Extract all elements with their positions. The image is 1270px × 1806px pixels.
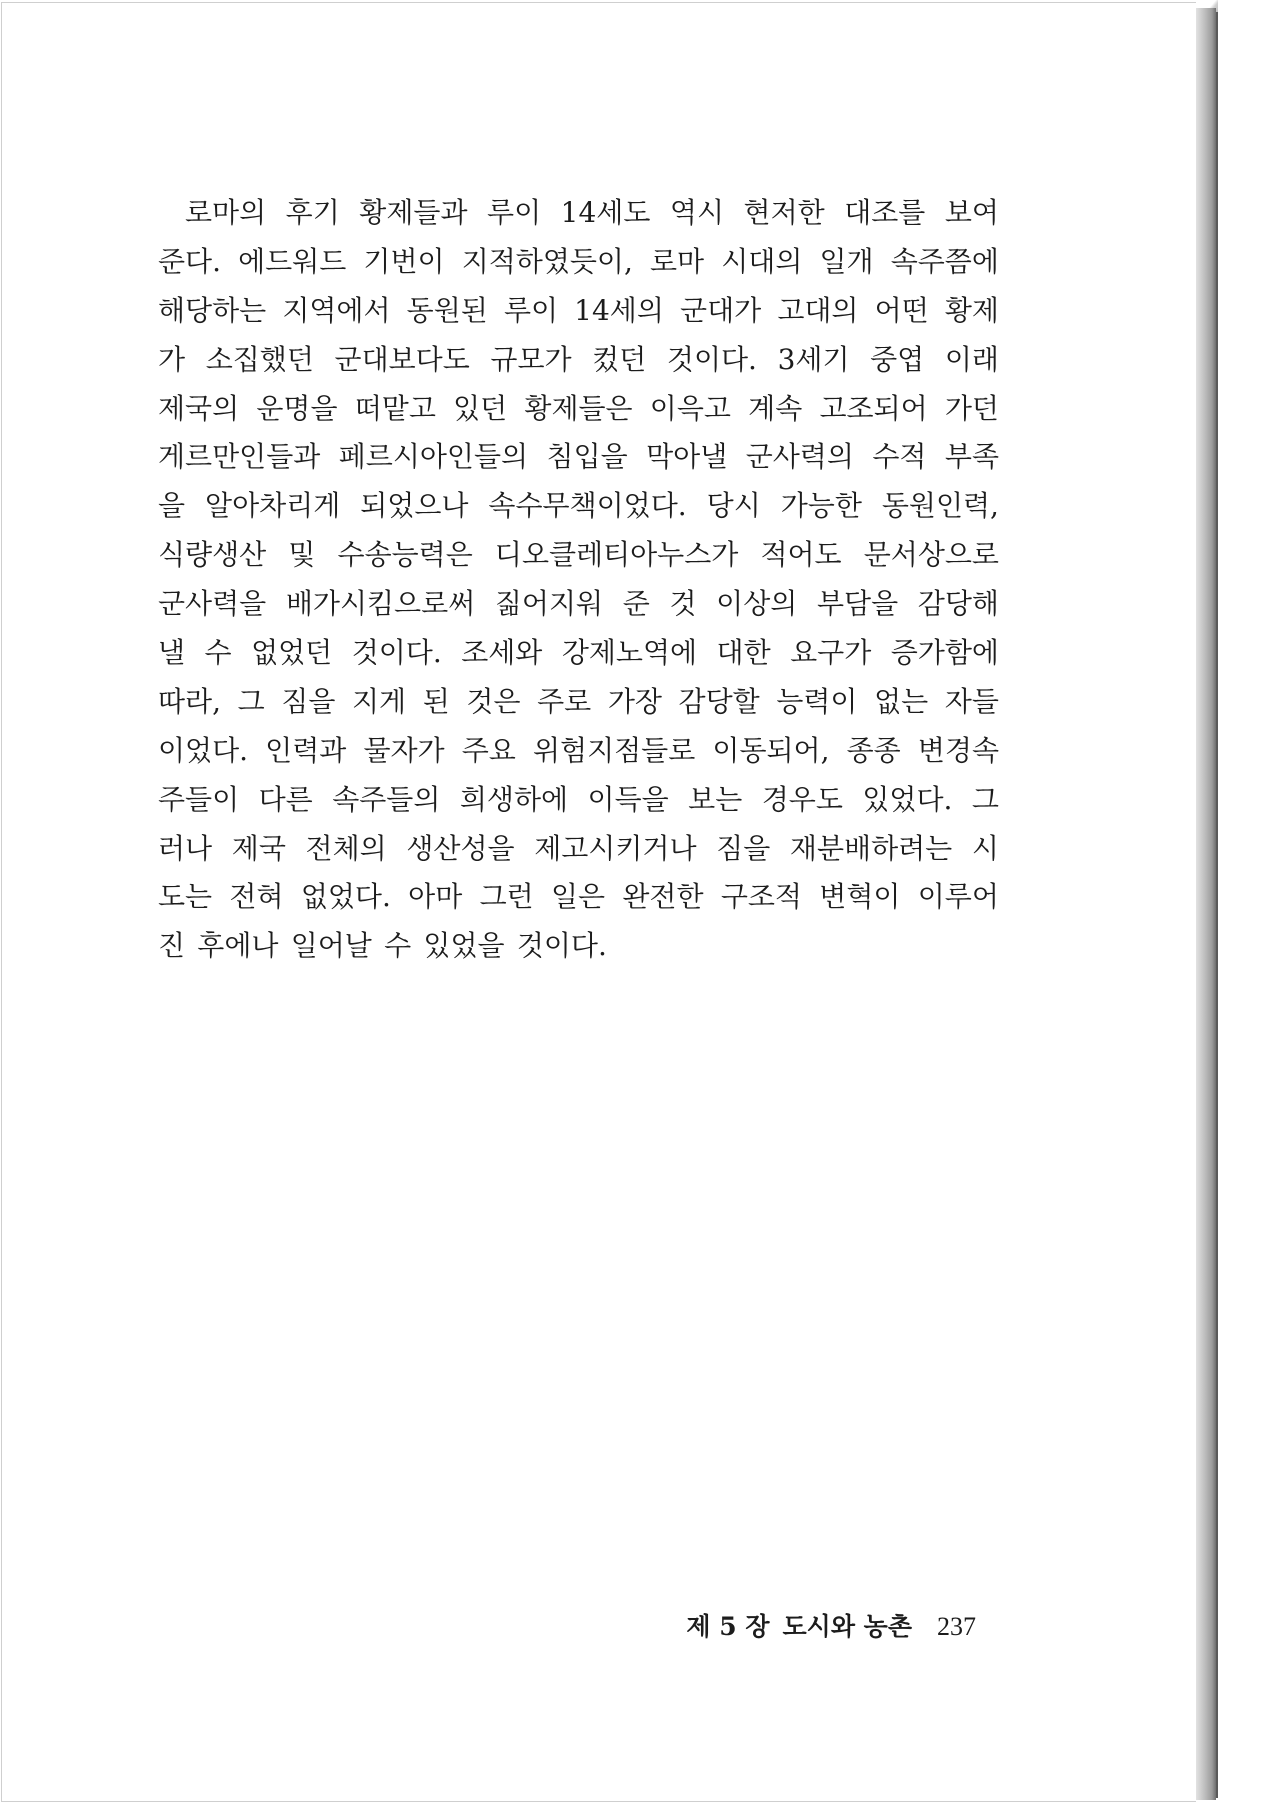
word: 역시 xyxy=(669,196,724,229)
word: 희생하에 xyxy=(459,782,569,816)
word: 도는 xyxy=(158,880,213,914)
word: 지게 xyxy=(352,684,407,718)
word: 러나 xyxy=(158,831,213,865)
word: 이래 xyxy=(944,342,999,376)
word: 속수무책이었다. xyxy=(488,489,687,523)
word: 감당할 xyxy=(678,684,760,718)
word: 경우도 xyxy=(761,782,843,816)
word: 제국 xyxy=(231,831,286,865)
word: 주요 xyxy=(461,733,516,767)
word: 생산성을 xyxy=(406,831,515,865)
word: 지적하였듯이, xyxy=(461,244,633,278)
word: 막아낼 xyxy=(646,440,728,474)
word: 능력이 xyxy=(776,684,858,718)
text-line xyxy=(158,825,999,874)
word: 것 xyxy=(669,587,697,621)
word: 동원된 xyxy=(406,293,488,327)
word: 그 xyxy=(971,782,999,816)
page-stack-edge xyxy=(1196,8,1216,1800)
word: 적어도 xyxy=(760,538,842,572)
word: 것이다. xyxy=(666,342,757,376)
word: 로마 xyxy=(650,244,705,278)
word: 변경속 xyxy=(917,733,999,767)
word: 동원인력, xyxy=(881,489,999,523)
word: 되었으나 xyxy=(360,489,469,523)
word: 속주쯤에 xyxy=(890,244,999,278)
word: 요구가 xyxy=(790,636,872,670)
word: 디오클레티아누스가 xyxy=(494,538,739,572)
word: 주들이 xyxy=(158,782,240,816)
word: 준 xyxy=(622,587,650,621)
word: 완전한 xyxy=(622,880,704,914)
text-line xyxy=(158,482,999,531)
word: 이동되어, xyxy=(712,733,830,767)
word: 보는 xyxy=(688,782,743,816)
word: 따라, xyxy=(158,684,221,718)
word: 구조적 xyxy=(720,880,802,914)
word: 소집했던 xyxy=(205,342,314,376)
word: 루이 xyxy=(503,293,559,327)
word: 계속 xyxy=(748,391,803,425)
word: 군사력의 xyxy=(745,440,854,474)
word: 현저한 xyxy=(743,196,825,229)
body-text xyxy=(158,189,999,971)
word: 루이 xyxy=(487,196,542,229)
word: 페르시아인들의 xyxy=(338,440,529,474)
word: 것은 xyxy=(466,684,521,718)
page-footer xyxy=(686,1607,976,1639)
word: 인력과 xyxy=(265,733,347,767)
word: 게르만인들과 xyxy=(158,440,321,474)
text-line xyxy=(158,727,999,776)
word: 황제 xyxy=(944,293,999,327)
page-edge-shadow xyxy=(1216,12,1218,1798)
text-line xyxy=(158,873,999,922)
text-line xyxy=(158,287,999,336)
word: 해당하는 xyxy=(158,293,267,327)
word: 강제노역에 xyxy=(561,636,698,670)
word: 군사력을 xyxy=(158,587,267,621)
word: 있던 xyxy=(453,391,508,425)
word: 종종 xyxy=(846,733,901,767)
word: 짊어지워 xyxy=(494,587,604,621)
text-line: 진 후에나 일어날 수 있었을 것이다. xyxy=(158,929,607,963)
word: 당시 xyxy=(706,489,761,523)
text-line xyxy=(158,629,999,678)
word: 시대의 xyxy=(721,244,803,278)
text-line xyxy=(158,385,999,434)
word: 고대의 xyxy=(777,293,859,327)
word: 낼 xyxy=(158,636,186,670)
word: 대한 xyxy=(716,636,771,670)
word: 식량생산 xyxy=(158,538,267,572)
word: 것이다. xyxy=(351,636,442,670)
word: 군대보다도 xyxy=(334,342,470,376)
word: 을 xyxy=(158,489,186,523)
word: 이루어 xyxy=(917,880,999,914)
word: 컸던 xyxy=(592,342,647,376)
word: 물자가 xyxy=(363,733,445,767)
word: 그런 xyxy=(479,880,534,914)
word: 짐을 xyxy=(281,684,336,718)
word: 가능한 xyxy=(780,489,862,523)
word: 다른 xyxy=(258,782,313,816)
word: 위험지점들로 xyxy=(532,733,696,767)
word: 군대가 xyxy=(680,293,762,327)
word: 된 xyxy=(422,684,450,718)
chapter-number: 제 5 장 xyxy=(686,1612,770,1641)
word: 및 xyxy=(288,538,316,572)
word: 가 xyxy=(158,342,186,376)
word: 짐을 xyxy=(716,831,771,865)
word: 이상의 xyxy=(716,587,798,621)
word: 없었다. xyxy=(300,880,391,914)
word: 시 xyxy=(971,831,999,865)
text-line xyxy=(158,678,999,727)
word: 부담을 xyxy=(816,587,899,621)
word: 제국의 xyxy=(158,391,240,425)
word: 아마 xyxy=(408,880,463,914)
word: 재분배하려는 xyxy=(789,831,953,865)
word: 14세의 xyxy=(574,293,664,327)
word: 기번이 xyxy=(363,244,445,278)
word: 속주들의 xyxy=(332,782,441,816)
text-line xyxy=(158,189,999,238)
word: 대조를 xyxy=(844,196,926,229)
word: 변혁이 xyxy=(819,880,901,914)
word: 로마의 xyxy=(185,196,267,229)
word: 수 xyxy=(204,636,232,670)
text-line xyxy=(158,336,999,385)
word: 떠맡고 xyxy=(354,391,436,425)
word: 배가시킴으로써 xyxy=(285,587,476,621)
word: 자들 xyxy=(944,684,999,718)
word: 고조되어 xyxy=(819,391,928,425)
text-line xyxy=(158,433,999,482)
text-line xyxy=(158,531,999,580)
word: 감당해 xyxy=(917,587,999,621)
word: 없었던 xyxy=(251,636,333,670)
word: 준다. xyxy=(158,244,221,278)
word: 어떤 xyxy=(874,293,929,327)
word: 이었다. xyxy=(158,733,249,767)
word: 운명을 xyxy=(256,391,338,425)
word: 전체의 xyxy=(305,831,387,865)
word: 조세와 xyxy=(461,636,543,670)
text-line xyxy=(158,776,999,825)
word: 침입을 xyxy=(546,440,628,474)
word: 지역에서 xyxy=(282,293,391,327)
word: 보여 xyxy=(944,196,999,229)
word: 후기 xyxy=(285,196,340,229)
word: 규모가 xyxy=(490,342,572,376)
word: 이득을 xyxy=(587,782,669,816)
word: 부족 xyxy=(944,440,999,474)
word: 에드워드 xyxy=(238,244,347,278)
word: 문서상으로 xyxy=(863,538,999,572)
word: 수적 xyxy=(872,440,927,474)
word: 제고시키거나 xyxy=(534,831,697,865)
word: 일개 xyxy=(819,244,874,278)
word: 주로 xyxy=(537,684,592,718)
word: 그 xyxy=(237,684,265,718)
page-number: 237 xyxy=(937,1612,976,1641)
word: 전혀 xyxy=(229,880,284,914)
chapter-title: 도시와 농촌 xyxy=(782,1612,912,1641)
word: 황제들과 xyxy=(359,196,468,229)
word: 없는 xyxy=(874,684,929,718)
text-line xyxy=(158,580,999,629)
word: 알아차리게 xyxy=(205,489,341,523)
word: 황제들은 xyxy=(524,391,633,425)
text-line xyxy=(158,238,999,287)
word: 가장 xyxy=(607,684,662,718)
word: 증가함에 xyxy=(890,636,999,670)
word: 중엽 xyxy=(870,342,925,376)
word: 14세도 xyxy=(560,196,651,229)
word: 가던 xyxy=(944,391,999,425)
word: 3세기 xyxy=(777,342,850,376)
word: 수송능력은 xyxy=(337,538,473,572)
word: 있었다. xyxy=(862,782,953,816)
word: 일은 xyxy=(550,880,606,914)
word: 이윽고 xyxy=(649,391,731,425)
